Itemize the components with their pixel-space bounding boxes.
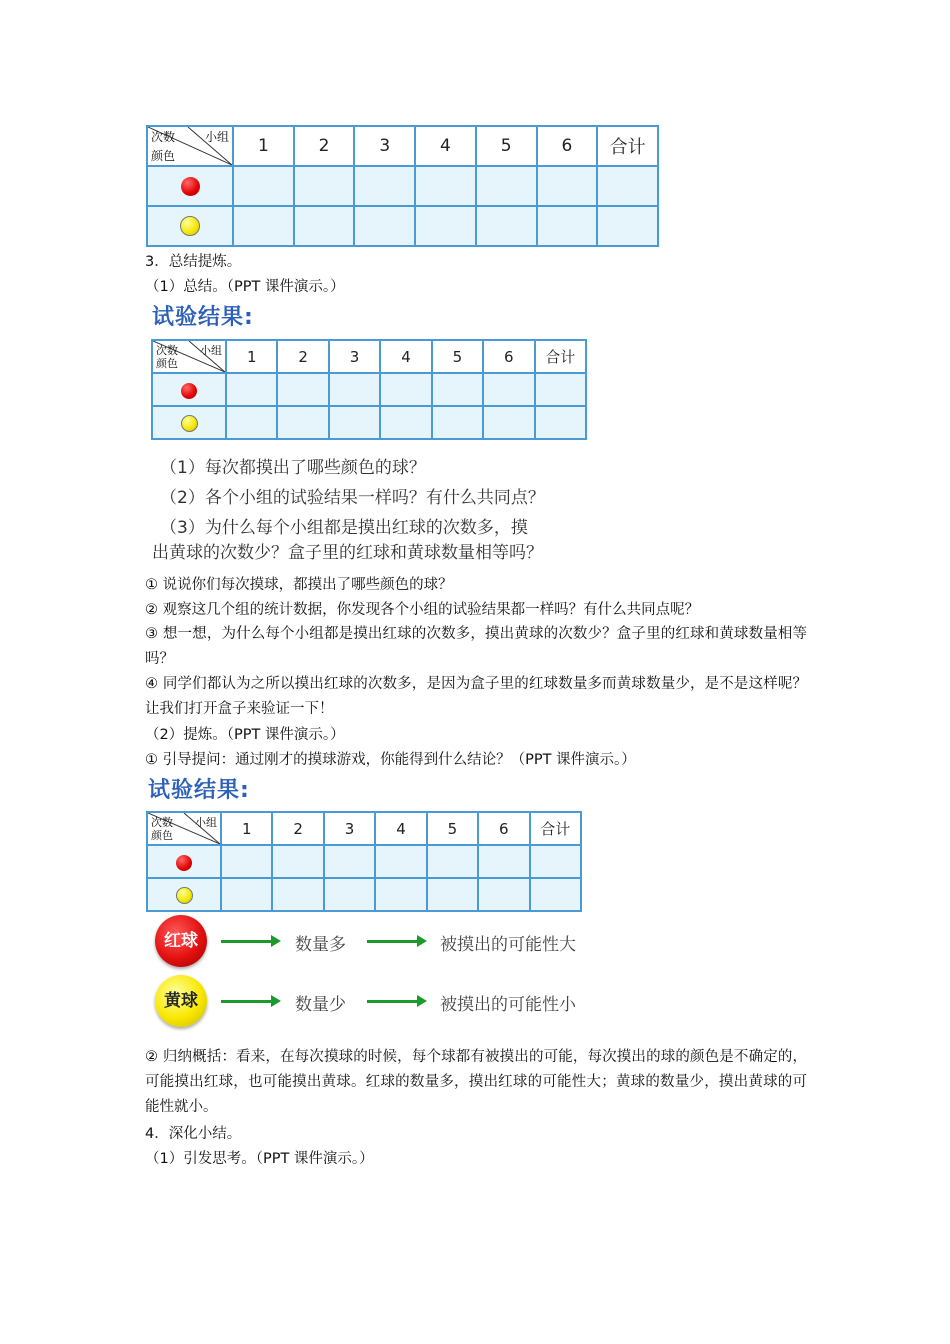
group-header: 6 bbox=[537, 126, 598, 166]
yellow-ball-badge: 黄球 bbox=[155, 975, 207, 1027]
corner-label-color: 颜色 bbox=[151, 829, 173, 842]
yellow-ball-row-label bbox=[147, 206, 233, 246]
total-header: 合计 bbox=[597, 126, 658, 166]
section-3-heading: 3．总结提炼。 bbox=[145, 254, 242, 270]
corner-label-group: 小组 bbox=[195, 816, 217, 829]
corner-label-color: 颜色 bbox=[156, 357, 178, 370]
paragraph-5: ① 引导提问：通过刚才的摸球游戏，你能得到什么结论？（PPT 课件演示。） bbox=[145, 752, 636, 768]
section-3-1-heading: （1）总结。（PPT 课件演示。） bbox=[145, 279, 345, 295]
arrow-right-icon bbox=[367, 940, 419, 943]
paragraph-3: ③ 想一想，为什么每个小组都是摸出红球的次数多，摸出黄球的次数少？盒子里的红球和黄球数量相等吗？ bbox=[145, 626, 807, 667]
paragraph-1: ① 说说你们每次摸球，都摸出了哪些颜色的球？ bbox=[145, 577, 453, 593]
corner-label-group: 小组 bbox=[200, 344, 222, 357]
group-header: 5 bbox=[432, 340, 483, 373]
red-ball-row-label bbox=[152, 373, 226, 406]
corner-label-times: 次数 bbox=[151, 130, 176, 144]
slide-question-1: （1）每次都摸出了哪些颜色的球？ bbox=[160, 458, 426, 478]
group-header: 1 bbox=[226, 340, 277, 373]
tally-table-slide2 bbox=[146, 811, 582, 912]
section-4-1-heading: （1）引发思考。（PPT 课件演示。） bbox=[145, 1151, 374, 1167]
red-ball-icon bbox=[181, 383, 197, 399]
slide-question-2: （2）各个小组的试验结果一样吗？有什么共同点？ bbox=[160, 488, 545, 508]
red-amount-text: 数量多 bbox=[295, 935, 346, 955]
red-ball-badge: 红球 bbox=[155, 915, 207, 967]
yellow-ball-row-label bbox=[147, 878, 221, 911]
group-header: 2 bbox=[272, 812, 323, 845]
slide-question-3b: 出黄球的次数少？盒子里的红球和黄球数量相等吗？ bbox=[152, 543, 543, 563]
arrow-right-icon bbox=[221, 940, 273, 943]
group-header: 4 bbox=[375, 812, 426, 845]
red-ball-row-label bbox=[147, 845, 221, 878]
red-ball-icon bbox=[181, 177, 200, 196]
total-header: 合计 bbox=[530, 812, 581, 845]
tally-table-top bbox=[146, 125, 659, 247]
group-header: 3 bbox=[354, 126, 415, 166]
corner-label-times: 次数 bbox=[151, 816, 173, 829]
tally-table-slide1 bbox=[151, 339, 587, 440]
paragraph-2: ② 观察这几个组的统计数据，你发现各个小组的试验结果都一样吗？有什么共同点呢？ bbox=[145, 602, 700, 618]
group-header: 6 bbox=[483, 340, 534, 373]
yellow-ball-icon bbox=[180, 216, 200, 236]
group-header: 2 bbox=[294, 126, 355, 166]
paragraph-6: ② 归纳概括：看来，在每次摸球的时候，每个球都有被摸出的可能，每次摸出的球的颜色是不确定的，可能摸出红球，也可能摸出黄球。红球的数量多，摸出红球的可能性大；黄球的数量少，摸出黄球的可能性就小。 bbox=[145, 1049, 807, 1115]
arrow-right-icon bbox=[221, 1000, 273, 1003]
group-header: 4 bbox=[380, 340, 431, 373]
corner-label-times: 次数 bbox=[156, 344, 178, 357]
group-header: 5 bbox=[427, 812, 478, 845]
group-header: 4 bbox=[415, 126, 476, 166]
group-header: 2 bbox=[277, 340, 328, 373]
table-corner-header bbox=[147, 126, 233, 166]
yellow-ball-icon bbox=[176, 887, 193, 904]
group-header: 5 bbox=[476, 126, 537, 166]
red-ball-icon bbox=[176, 855, 192, 871]
yellow-ball-row-label bbox=[152, 406, 226, 439]
red-result-text: 被摸出的可能性大 bbox=[440, 935, 576, 955]
total-header: 合计 bbox=[535, 340, 586, 373]
slide-title: 试验结果: bbox=[148, 778, 250, 803]
group-header: 1 bbox=[221, 812, 272, 845]
slide-question-3a: （3）为什么每个小组都是摸出红球的次数多，摸 bbox=[160, 518, 528, 538]
corner-label-color: 颜色 bbox=[151, 149, 176, 163]
red-ball-row-label bbox=[147, 166, 233, 206]
yellow-result-text: 被摸出的可能性小 bbox=[440, 995, 576, 1015]
paragraph-4: ④ 同学们都认为之所以摸出红球的次数多，是因为盒子里的红球数量多而黄球数量少，是不是这样呢？让我们打开盒子来验证一下！ bbox=[145, 676, 807, 717]
yellow-ball-icon bbox=[181, 415, 198, 432]
group-header: 3 bbox=[324, 812, 375, 845]
section-4-heading: 4．深化小结。 bbox=[145, 1126, 242, 1142]
group-header: 3 bbox=[329, 340, 380, 373]
slide-title: 试验结果: bbox=[152, 305, 254, 330]
group-header: 6 bbox=[478, 812, 529, 845]
section-3-2-heading: （2）提炼。（PPT 课件演示。） bbox=[145, 727, 345, 743]
yellow-amount-text: 数量少 bbox=[295, 995, 346, 1015]
table-corner-header bbox=[147, 812, 221, 845]
group-header: 1 bbox=[233, 126, 294, 166]
table-corner-header bbox=[152, 340, 226, 373]
arrow-right-icon bbox=[367, 1000, 419, 1003]
corner-label-group: 小组 bbox=[204, 130, 229, 144]
